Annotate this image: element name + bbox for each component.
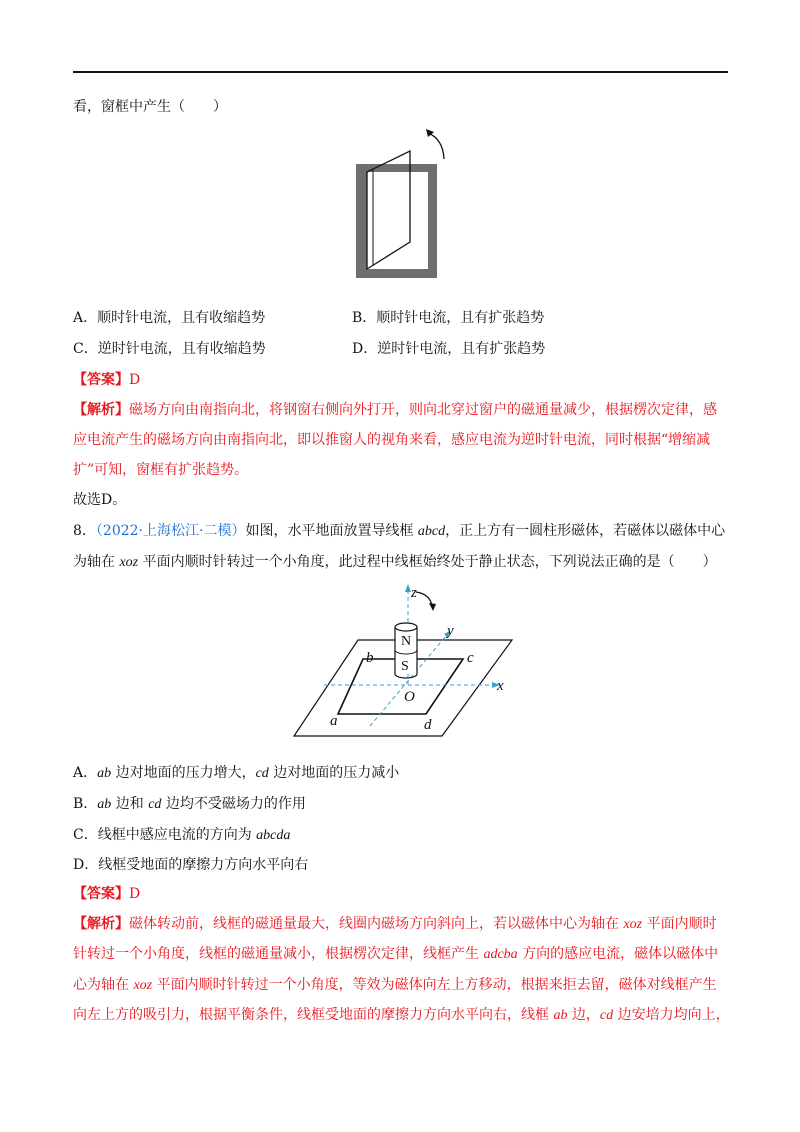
q8-stem-line-1: 8．（2022·上海松江·二模）如图，水平地面放置导线框 abcd，正上方有一圆柱形磁体，若磁体以磁体中心 xyxy=(73,523,726,539)
vertex-label-b: b xyxy=(366,650,374,666)
q8-option-b: B．ab 边和 cd 边均不受磁场力的作用 xyxy=(73,796,306,812)
axis-label-y: y xyxy=(447,623,454,639)
q7-option-c: C．逆时针电流，且有收缩趋势 xyxy=(73,341,266,357)
q7-option-d: D．逆时针电流，且有扩张趋势 xyxy=(352,341,546,357)
q8-analysis-line-3: 心为轴在 xoz 平面内顺时针转过一个小角度，等效为磁体向左上方移动，根据来拒去留，磁体对线框产生 xyxy=(73,977,717,993)
q7-answer: 【答案】D xyxy=(73,372,141,388)
magnet-pole-n: N xyxy=(401,634,412,649)
axis-label-x: x xyxy=(497,678,504,694)
q7-option-b: B．顺时针电流，且有扩张趋势 xyxy=(352,310,545,326)
q7-analysis-line-2: 应电流产生的磁场方向由南指向北，即以推窗人的视角来看，感应电流为逆时针电流，同时根据“增缩减 xyxy=(73,432,711,448)
q8-source: （2022·上海松江·二模） xyxy=(95,523,246,539)
q8-analysis-line-2: 针转过一个小角度，线框的磁通量减小，根据楞次定律，线框产生 adcba 方向的感应电流，磁体以磁体中 xyxy=(73,946,719,962)
q7-analysis-line-1: 【解析】磁场方向由南指向北，将钢窗右侧向外打开，则向北穿过窗户的磁通量减少，根据楞次定律，感 xyxy=(73,402,717,418)
q7-analysis-line-3: 扩”可知，窗框有扩张趋势。 xyxy=(73,462,249,478)
q8-option-d: D．线框受地面的摩擦力方向水平向右 xyxy=(73,857,309,873)
magnet-frame-figure xyxy=(290,578,520,738)
vertex-label-a: a xyxy=(330,713,338,729)
q8-option-c: C．线框中感应电流的方向为 abcda xyxy=(73,827,291,843)
magnet-pole-s: S xyxy=(401,659,409,674)
vertex-label-c: c xyxy=(467,650,474,666)
q8-answer: 【答案】D xyxy=(73,886,141,902)
window-figure xyxy=(340,125,450,285)
header-rule xyxy=(73,71,728,73)
q8-analysis-line-4: 向左上方的吸引力，根据平衡条件，线框受地面的摩擦力方向水平向右，线框 ab 边，cd 边安培力均向上， xyxy=(73,1007,730,1023)
q8-option-a: A．ab 边对地面的压力增大，cd 边对地面的压力减小 xyxy=(73,765,400,781)
q7-stem-tail: 看，窗框中产生（ ） xyxy=(73,99,227,115)
q7-conclusion: 故选D。 xyxy=(73,492,127,508)
q8-stem-line-2: 为轴在 xoz 平面内顺时针转过一个小角度，此过程中线框始终处于静止状态，下列说法正确的是（ ） xyxy=(73,554,717,570)
vertex-label-d: d xyxy=(424,717,432,733)
axis-label-z: z xyxy=(411,585,417,601)
q8-analysis-line-1: 【解析】磁体转动前，线框的磁通量最大，线圈内磁场方向斜向上，若以磁体中心为轴在 xoz 平面内顺时 xyxy=(73,916,717,932)
origin-label-o: O xyxy=(404,689,415,705)
q7-option-a: A．顺时针电流，且有收缩趋势 xyxy=(73,310,266,326)
